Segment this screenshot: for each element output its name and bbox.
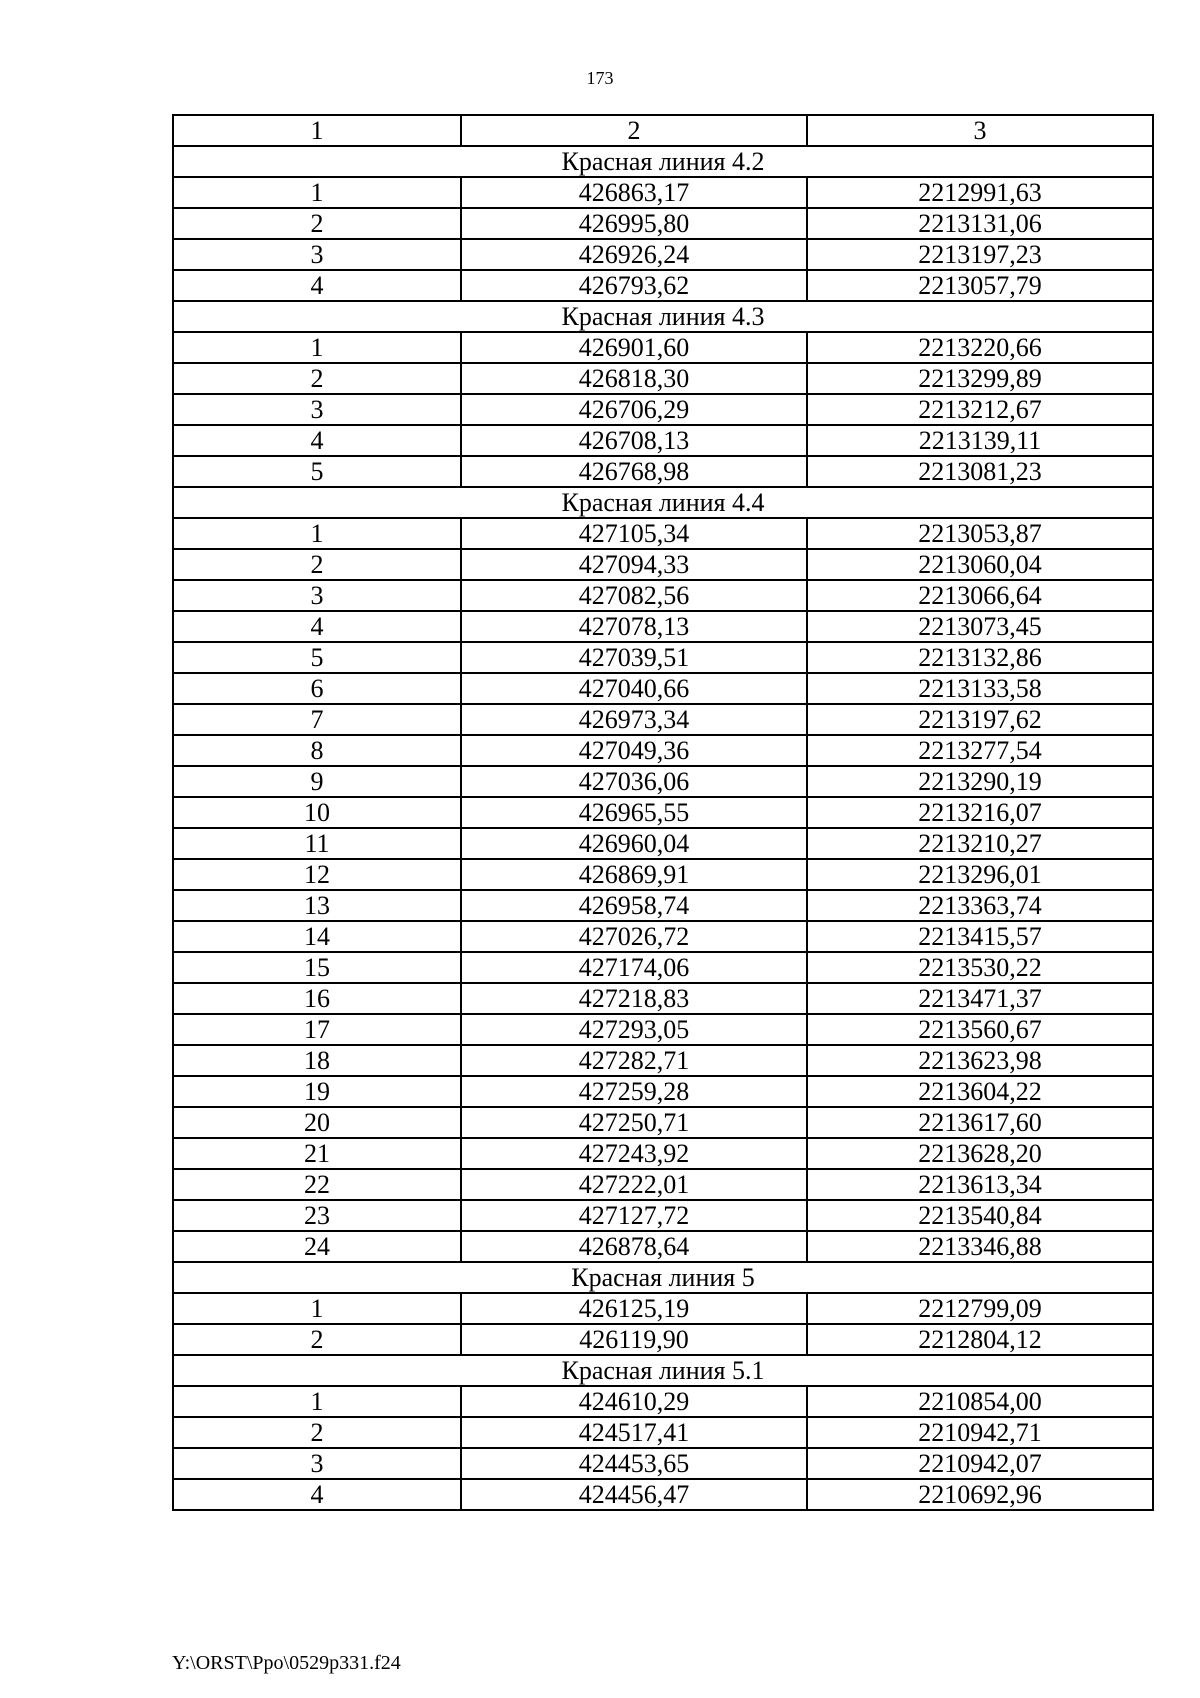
point-number-cell: 8 bbox=[173, 735, 461, 766]
x-coordinate-cell: 426901,60 bbox=[461, 332, 807, 363]
table-row bbox=[173, 177, 1153, 208]
x-coordinate-cell: 427026,72 bbox=[461, 921, 807, 952]
section-title: Красная линия 4.4 bbox=[173, 487, 1153, 518]
y-coordinate-cell: 2212799,09 bbox=[807, 1293, 1153, 1324]
section-header-row bbox=[173, 1262, 1153, 1293]
x-coordinate-cell: 426818,30 bbox=[461, 363, 807, 394]
section-header-row bbox=[173, 1355, 1153, 1386]
table-row bbox=[173, 270, 1153, 301]
point-number-cell: 11 bbox=[173, 828, 461, 859]
y-coordinate-cell: 2213060,04 bbox=[807, 549, 1153, 580]
table-row bbox=[173, 642, 1153, 673]
point-number-cell: 4 bbox=[173, 270, 461, 301]
point-number-cell: 18 bbox=[173, 1045, 461, 1076]
table-row bbox=[173, 611, 1153, 642]
section-header-row bbox=[173, 146, 1153, 177]
y-coordinate-cell: 2212804,12 bbox=[807, 1324, 1153, 1355]
x-coordinate-cell: 427282,71 bbox=[461, 1045, 807, 1076]
table-row bbox=[173, 890, 1153, 921]
table-row bbox=[173, 1200, 1153, 1231]
table-row bbox=[173, 208, 1153, 239]
table-row bbox=[173, 1169, 1153, 1200]
point-number-cell: 23 bbox=[173, 1200, 461, 1231]
point-number-cell: 3 bbox=[173, 1448, 461, 1479]
point-number-cell: 9 bbox=[173, 766, 461, 797]
x-coordinate-cell: 426768,98 bbox=[461, 456, 807, 487]
x-coordinate-cell: 427174,06 bbox=[461, 952, 807, 983]
y-coordinate-cell: 2213133,58 bbox=[807, 673, 1153, 704]
point-number-cell: 24 bbox=[173, 1231, 461, 1262]
table-row bbox=[173, 580, 1153, 611]
point-number-cell: 1 bbox=[173, 332, 461, 363]
table-row bbox=[173, 394, 1153, 425]
y-coordinate-cell: 2213613,34 bbox=[807, 1169, 1153, 1200]
point-number-cell: 15 bbox=[173, 952, 461, 983]
y-coordinate-cell: 2213053,87 bbox=[807, 518, 1153, 549]
x-coordinate-cell: 426973,34 bbox=[461, 704, 807, 735]
y-coordinate-cell: 2213623,98 bbox=[807, 1045, 1153, 1076]
table-row bbox=[173, 921, 1153, 952]
x-coordinate-cell: 427040,66 bbox=[461, 673, 807, 704]
point-number-cell: 3 bbox=[173, 394, 461, 425]
y-coordinate-cell: 2213057,79 bbox=[807, 270, 1153, 301]
table-row bbox=[173, 332, 1153, 363]
table-row bbox=[173, 425, 1153, 456]
x-coordinate-cell: 427243,92 bbox=[461, 1138, 807, 1169]
x-coordinate-cell: 427105,34 bbox=[461, 518, 807, 549]
point-number-cell: 14 bbox=[173, 921, 461, 952]
header-cell-y-coordinate: 3 bbox=[807, 115, 1153, 146]
y-coordinate-cell: 2213346,88 bbox=[807, 1231, 1153, 1262]
y-coordinate-cell: 2213216,07 bbox=[807, 797, 1153, 828]
section-title: Красная линия 5 bbox=[173, 1262, 1153, 1293]
table-row bbox=[173, 673, 1153, 704]
x-coordinate-cell: 426863,17 bbox=[461, 177, 807, 208]
point-number-cell: 2 bbox=[173, 1417, 461, 1448]
point-number-cell: 1 bbox=[173, 177, 461, 208]
point-number-cell: 13 bbox=[173, 890, 461, 921]
x-coordinate-cell: 424610,29 bbox=[461, 1386, 807, 1417]
coordinates-table bbox=[172, 114, 1154, 1511]
table-row bbox=[173, 456, 1153, 487]
point-number-cell: 4 bbox=[173, 1479, 461, 1510]
x-coordinate-cell: 427127,72 bbox=[461, 1200, 807, 1231]
point-number-cell: 19 bbox=[173, 1076, 461, 1107]
x-coordinate-cell: 427259,28 bbox=[461, 1076, 807, 1107]
x-coordinate-cell: 427218,83 bbox=[461, 983, 807, 1014]
point-number-cell: 3 bbox=[173, 239, 461, 270]
table-row bbox=[173, 1107, 1153, 1138]
table-row bbox=[173, 363, 1153, 394]
y-coordinate-cell: 2210692,96 bbox=[807, 1479, 1153, 1510]
footer-file-path: Y:\ORST\Ppo\0529p331.f24 bbox=[172, 1652, 401, 1674]
x-coordinate-cell: 426878,64 bbox=[461, 1231, 807, 1262]
point-number-cell: 7 bbox=[173, 704, 461, 735]
y-coordinate-cell: 2213066,64 bbox=[807, 580, 1153, 611]
table-row bbox=[173, 859, 1153, 890]
x-coordinate-cell: 426119,90 bbox=[461, 1324, 807, 1355]
x-coordinate-cell: 427250,71 bbox=[461, 1107, 807, 1138]
point-number-cell: 10 bbox=[173, 797, 461, 828]
point-number-cell: 17 bbox=[173, 1014, 461, 1045]
table-row bbox=[173, 1479, 1153, 1510]
x-coordinate-cell: 426958,74 bbox=[461, 890, 807, 921]
table-row bbox=[173, 952, 1153, 983]
table-row bbox=[173, 1076, 1153, 1107]
y-coordinate-cell: 2210942,07 bbox=[807, 1448, 1153, 1479]
point-number-cell: 5 bbox=[173, 642, 461, 673]
table-row bbox=[173, 1014, 1153, 1045]
point-number-cell: 1 bbox=[173, 518, 461, 549]
y-coordinate-cell: 2213363,74 bbox=[807, 890, 1153, 921]
x-coordinate-cell: 427049,36 bbox=[461, 735, 807, 766]
section-header-row bbox=[173, 487, 1153, 518]
x-coordinate-cell: 426125,19 bbox=[461, 1293, 807, 1324]
x-coordinate-cell: 427293,05 bbox=[461, 1014, 807, 1045]
point-number-cell: 22 bbox=[173, 1169, 461, 1200]
table-header-row bbox=[173, 115, 1153, 146]
x-coordinate-cell: 427094,33 bbox=[461, 549, 807, 580]
x-coordinate-cell: 424517,41 bbox=[461, 1417, 807, 1448]
y-coordinate-cell: 2213628,20 bbox=[807, 1138, 1153, 1169]
x-coordinate-cell: 427036,06 bbox=[461, 766, 807, 797]
table-row bbox=[173, 983, 1153, 1014]
x-coordinate-cell: 426793,62 bbox=[461, 270, 807, 301]
point-number-cell: 6 bbox=[173, 673, 461, 704]
point-number-cell: 2 bbox=[173, 363, 461, 394]
x-coordinate-cell: 427078,13 bbox=[461, 611, 807, 642]
y-coordinate-cell: 2213299,89 bbox=[807, 363, 1153, 394]
x-coordinate-cell: 426706,29 bbox=[461, 394, 807, 425]
coordinates-table-body bbox=[173, 115, 1153, 1510]
y-coordinate-cell: 2213132,86 bbox=[807, 642, 1153, 673]
point-number-cell: 2 bbox=[173, 1324, 461, 1355]
table-row bbox=[173, 1324, 1153, 1355]
table-row bbox=[173, 797, 1153, 828]
point-number-cell: 2 bbox=[173, 549, 461, 580]
page-number: 173 bbox=[586, 68, 614, 88]
y-coordinate-cell: 2213220,66 bbox=[807, 332, 1153, 363]
point-number-cell: 1 bbox=[173, 1386, 461, 1417]
x-coordinate-cell: 426869,91 bbox=[461, 859, 807, 890]
point-number-cell: 4 bbox=[173, 425, 461, 456]
section-title: Красная линия 4.3 bbox=[173, 301, 1153, 332]
y-coordinate-cell: 2213081,23 bbox=[807, 456, 1153, 487]
point-number-cell: 1 bbox=[173, 1293, 461, 1324]
table-row bbox=[173, 735, 1153, 766]
section-title: Красная линия 4.2 bbox=[173, 146, 1153, 177]
y-coordinate-cell: 2213212,67 bbox=[807, 394, 1153, 425]
y-coordinate-cell: 2213471,37 bbox=[807, 983, 1153, 1014]
y-coordinate-cell: 2213139,11 bbox=[807, 425, 1153, 456]
y-coordinate-cell: 2212991,63 bbox=[807, 177, 1153, 208]
table-row bbox=[173, 1417, 1153, 1448]
x-coordinate-cell: 427082,56 bbox=[461, 580, 807, 611]
section-header-row bbox=[173, 301, 1153, 332]
x-coordinate-cell: 426708,13 bbox=[461, 425, 807, 456]
y-coordinate-cell: 2213210,27 bbox=[807, 828, 1153, 859]
point-number-cell: 2 bbox=[173, 208, 461, 239]
y-coordinate-cell: 2210942,71 bbox=[807, 1417, 1153, 1448]
table-row bbox=[173, 1386, 1153, 1417]
table-row bbox=[173, 828, 1153, 859]
table-row bbox=[173, 1138, 1153, 1169]
section-title: Красная линия 5.1 bbox=[173, 1355, 1153, 1386]
x-coordinate-cell: 424456,47 bbox=[461, 1479, 807, 1510]
table-row bbox=[173, 1448, 1153, 1479]
x-coordinate-cell: 424453,65 bbox=[461, 1448, 807, 1479]
y-coordinate-cell: 2213617,60 bbox=[807, 1107, 1153, 1138]
table-row bbox=[173, 1293, 1153, 1324]
point-number-cell: 4 bbox=[173, 611, 461, 642]
point-number-cell: 3 bbox=[173, 580, 461, 611]
header-cell-point-number: 1 bbox=[173, 115, 461, 146]
x-coordinate-cell: 427039,51 bbox=[461, 642, 807, 673]
point-number-cell: 20 bbox=[173, 1107, 461, 1138]
table-row bbox=[173, 1231, 1153, 1262]
y-coordinate-cell: 2213073,45 bbox=[807, 611, 1153, 642]
y-coordinate-cell: 2213604,22 bbox=[807, 1076, 1153, 1107]
x-coordinate-cell: 426995,80 bbox=[461, 208, 807, 239]
table-row bbox=[173, 766, 1153, 797]
x-coordinate-cell: 426960,04 bbox=[461, 828, 807, 859]
y-coordinate-cell: 2213296,01 bbox=[807, 859, 1153, 890]
y-coordinate-cell: 2213540,84 bbox=[807, 1200, 1153, 1231]
x-coordinate-cell: 427222,01 bbox=[461, 1169, 807, 1200]
point-number-cell: 21 bbox=[173, 1138, 461, 1169]
x-coordinate-cell: 426965,55 bbox=[461, 797, 807, 828]
y-coordinate-cell: 2213131,06 bbox=[807, 208, 1153, 239]
y-coordinate-cell: 2213560,67 bbox=[807, 1014, 1153, 1045]
x-coordinate-cell: 426926,24 bbox=[461, 239, 807, 270]
header-cell-x-coordinate: 2 bbox=[461, 115, 807, 146]
y-coordinate-cell: 2210854,00 bbox=[807, 1386, 1153, 1417]
table-row bbox=[173, 239, 1153, 270]
point-number-cell: 12 bbox=[173, 859, 461, 890]
y-coordinate-cell: 2213530,22 bbox=[807, 952, 1153, 983]
table-row bbox=[173, 518, 1153, 549]
table-row bbox=[173, 1045, 1153, 1076]
point-number-cell: 5 bbox=[173, 456, 461, 487]
y-coordinate-cell: 2213197,62 bbox=[807, 704, 1153, 735]
point-number-cell: 16 bbox=[173, 983, 461, 1014]
y-coordinate-cell: 2213197,23 bbox=[807, 239, 1153, 270]
y-coordinate-cell: 2213415,57 bbox=[807, 921, 1153, 952]
table-row bbox=[173, 549, 1153, 580]
y-coordinate-cell: 2213290,19 bbox=[807, 766, 1153, 797]
table-row bbox=[173, 704, 1153, 735]
y-coordinate-cell: 2213277,54 bbox=[807, 735, 1153, 766]
